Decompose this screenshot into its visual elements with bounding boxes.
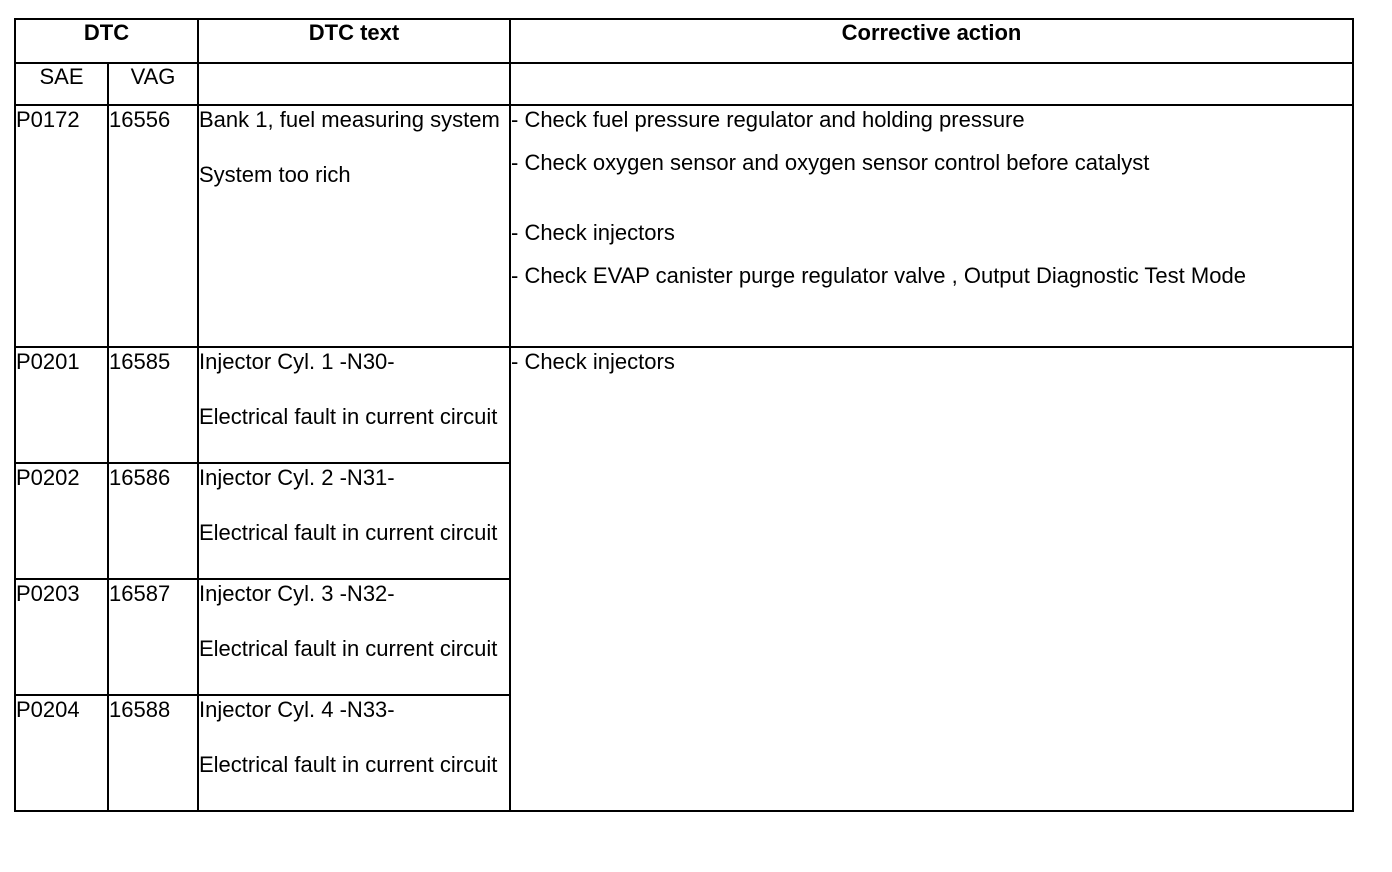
header-dtc: DTC [15, 19, 198, 63]
dtc-text-line: Electrical fault in current circuit [199, 752, 498, 777]
action-item: - Check oxygen sensor and oxygen sensor control before catalyst [511, 150, 1150, 175]
sae-code: P0203 [15, 579, 108, 695]
dtc-text-cell [198, 463, 510, 579]
dtc-text-cell [198, 347, 510, 463]
dtc-text-line: Injector Cyl. 1 -N30- [199, 349, 395, 374]
vag-code: 16586 [108, 463, 198, 579]
dtc-table [14, 18, 1354, 812]
table-row [15, 105, 1353, 347]
corrective-action-cell [510, 105, 1353, 347]
action-item: - Check injectors [511, 220, 675, 245]
sae-code: P0204 [15, 695, 108, 811]
header-vag: VAG [108, 63, 198, 105]
dtc-text-line: Electrical fault in current circuit [199, 520, 498, 545]
vag-code: 16587 [108, 579, 198, 695]
action-item: - Check EVAP canister purge regulator valve , Output Diagnostic Test Mode [511, 263, 1246, 288]
vag-code: 16585 [108, 347, 198, 463]
dtc-text-cell [198, 695, 510, 811]
dtc-text-line: Electrical fault in current circuit [199, 636, 498, 661]
header-dtc-text: DTC text [198, 19, 510, 63]
action-item: - Check injectors [511, 349, 675, 374]
corrective-action-cell [510, 347, 1353, 811]
subheader-empty [510, 63, 1353, 105]
dtc-text-line: Injector Cyl. 2 -N31- [199, 465, 395, 490]
table-row [15, 347, 1353, 463]
vag-code: 16556 [108, 105, 198, 347]
dtc-text-line: Injector Cyl. 3 -N32- [199, 581, 395, 606]
dtc-text-line: System too rich [199, 162, 351, 187]
subheader-empty [198, 63, 510, 105]
subheader-row [15, 63, 1353, 105]
dtc-text-line: Electrical fault in current circuit [199, 404, 498, 429]
header-row [15, 19, 1353, 63]
sae-code: P0202 [15, 463, 108, 579]
header-sae: SAE [15, 63, 108, 105]
dtc-text-cell [198, 105, 510, 347]
dtc-text-cell [198, 579, 510, 695]
dtc-text-line: Bank 1, fuel measuring system [199, 107, 500, 132]
sae-code: P0201 [15, 347, 108, 463]
dtc-text-line: Injector Cyl. 4 -N33- [199, 697, 395, 722]
vag-code: 16588 [108, 695, 198, 811]
header-corrective-action: Corrective action [510, 19, 1353, 63]
sae-code: P0172 [15, 105, 108, 347]
action-item: - Check fuel pressure regulator and holding pressure [511, 107, 1025, 132]
